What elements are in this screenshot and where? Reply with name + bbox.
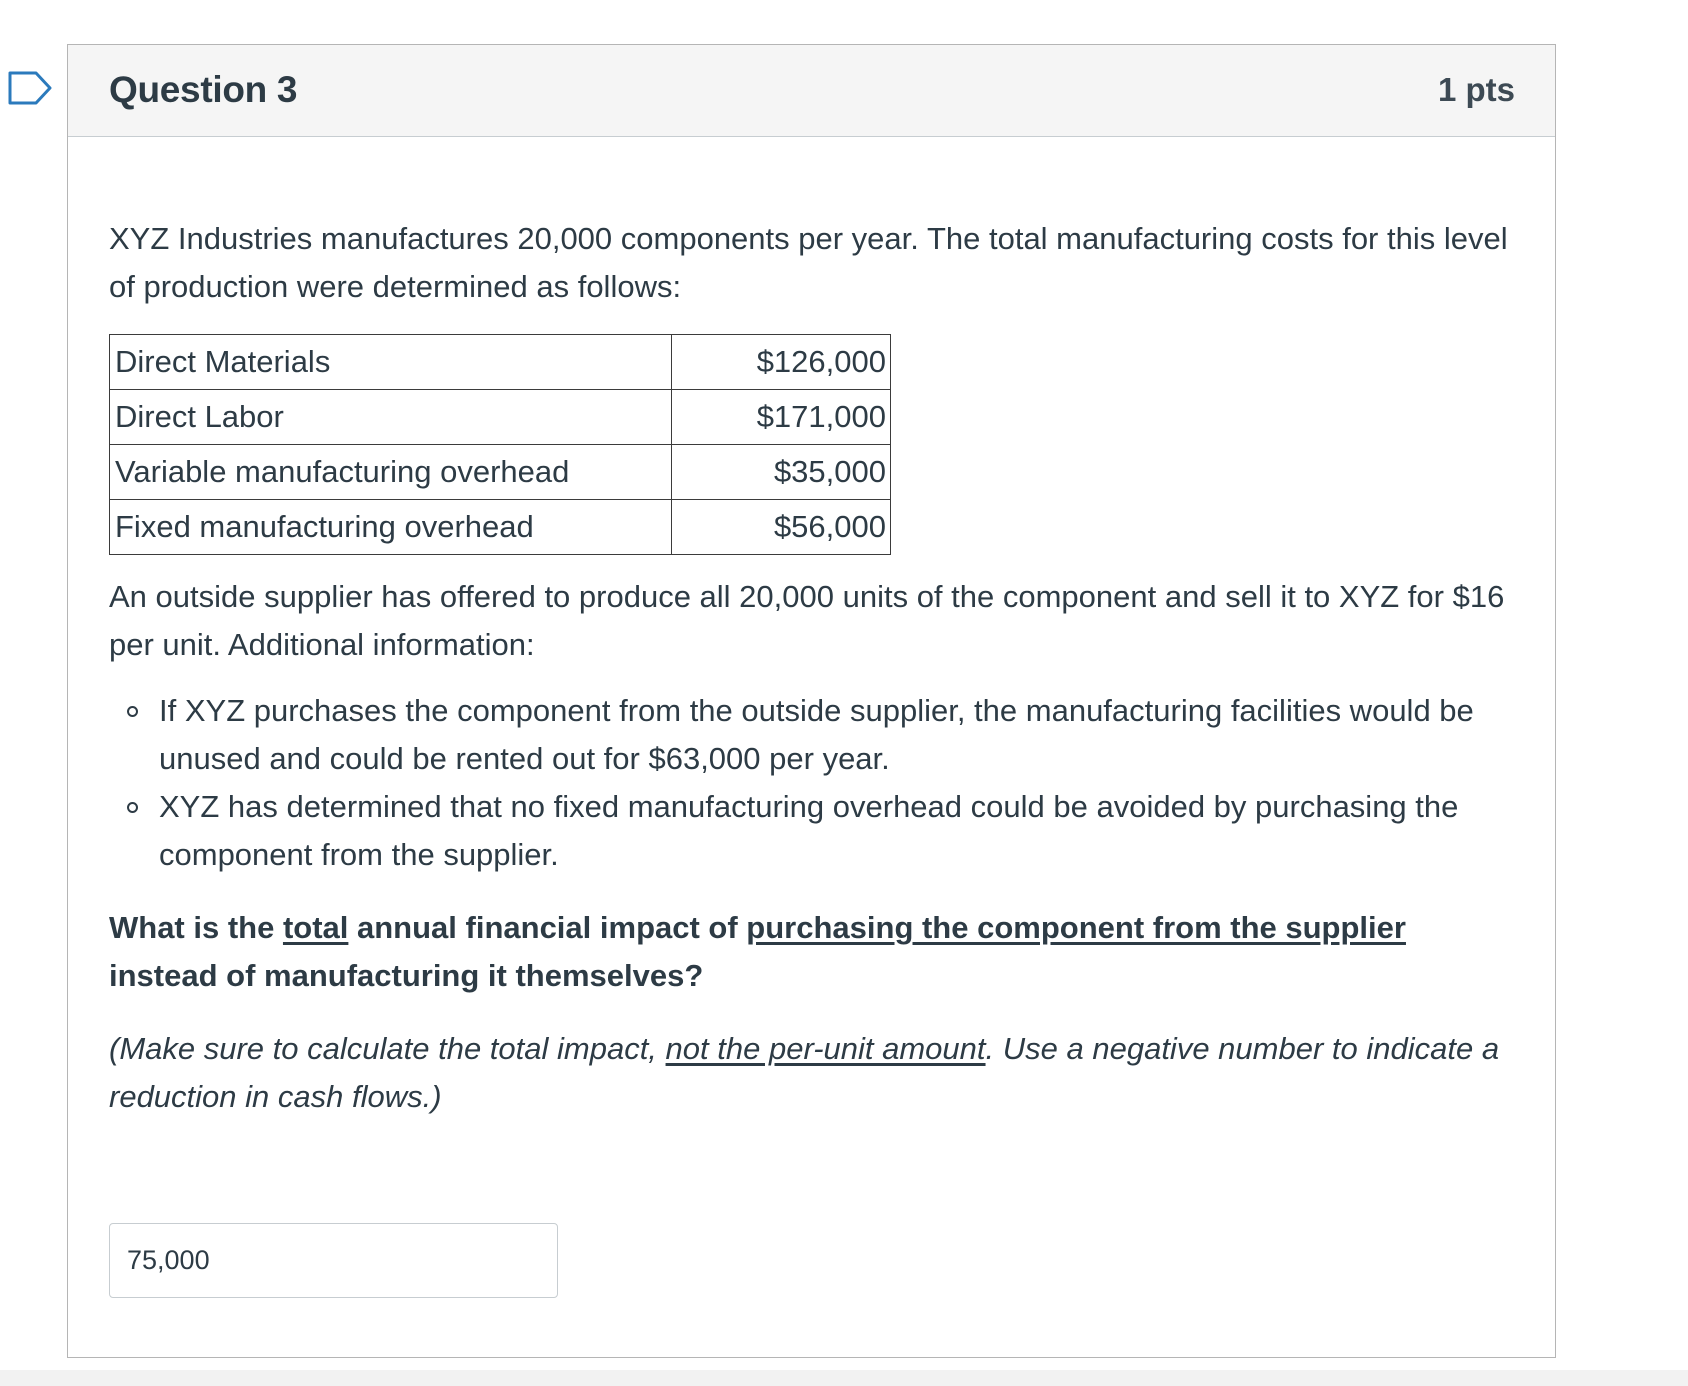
question-intro: XYZ Industries manufactures 20,000 components per year. The total manufacturing costs for this level of production were determined as follows: [109,221,1508,304]
supplier-info: An outside supplier has offered to produce all 20,000 units of the component and sell it to XYZ for $16 per unit. Additional information: [109,579,1505,662]
flag-question-icon[interactable] [8,71,52,105]
cost-amount: $171,000 [672,390,891,445]
list-item [109,783,1519,879]
cost-table [109,334,891,555]
prompt-text: annual financial impact of [348,910,747,945]
circle-bullet-icon [127,706,138,717]
question-card [67,44,1556,1358]
question-body [109,215,1519,1121]
list-item-text: XYZ has determined that no fixed manufacturing overhead could be avoided by purchasing the component from the supplier. [159,789,1459,872]
prompt-text: What is the [109,910,283,945]
additional-info-list [109,687,1519,879]
question-title: Question 3 [109,69,298,110]
table-row [110,390,891,445]
cost-label: Fixed manufacturing overhead [110,500,672,555]
cost-label: Direct Materials [110,335,672,390]
instruction-note [109,1025,1519,1121]
list-item-text: If XYZ purchases the component from the outside supplier, the manufacturing facilities would be unused and could be rented out for $63,000 per year. [159,693,1474,776]
cost-label: Direct Labor [110,390,672,445]
table-row [110,500,891,555]
cost-label: Variable manufacturing overhead [110,445,672,500]
note-text: . Use a negative number to indicate a reduction in cash flows.) [109,1031,1500,1114]
table-row [110,445,891,500]
note-underlined-text: not the per-unit amount [665,1031,986,1066]
table-row [110,335,891,390]
list-item [109,687,1519,783]
prompt-text: instead of manufacturing it themselves? [109,958,704,993]
cost-amount: $56,000 [672,500,891,555]
question-header [68,45,1555,137]
circle-bullet-icon [127,802,138,813]
question-prompt [109,904,1519,1000]
note-text: (Make sure to calculate the total impact, [109,1031,666,1066]
answer-input[interactable] [109,1223,558,1298]
cost-amount: $126,000 [672,335,891,390]
prompt-underlined-text: purchasing the component from the supplier [746,910,1406,945]
question-points: 1 pts [1437,71,1515,108]
prompt-underlined-text: total [282,910,349,945]
cost-amount: $35,000 [672,445,891,500]
page-bottom-edge [0,1370,1688,1386]
